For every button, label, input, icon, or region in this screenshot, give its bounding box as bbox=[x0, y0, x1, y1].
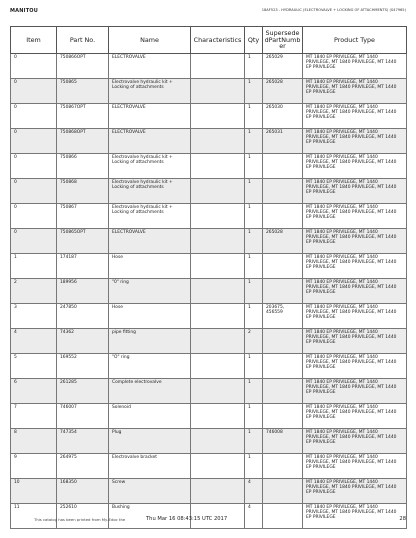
cell-qty: 1 bbox=[245, 254, 263, 279]
table-row bbox=[11, 129, 407, 154]
cell-characteristics bbox=[191, 129, 245, 154]
table-row bbox=[11, 354, 407, 379]
footer-print-date: Thu Mar 16 08:43:15 UTC 2017 bbox=[146, 516, 228, 522]
cell-product-type: MT 1840 EP PRIVILEGE, MT 1440 PRIVILEGE, MT 1840 PRIVILEGE, MT 1440 EP PRIVILEGE bbox=[303, 304, 407, 329]
cell-product-type: MT 1840 EP PRIVILEGE, MT 1440 PRIVILEGE, MT 1840 PRIVILEGE, MT 1440 EP PRIVILEGE bbox=[303, 254, 407, 279]
cell-product-type: MT 1840 EP PRIVILEGE, MT 1440 PRIVILEGE, MT 1840 PRIVILEGE, MT 1440 EP PRIVILEGE bbox=[303, 104, 407, 129]
col-header-item: Item bbox=[11, 27, 57, 54]
cell-qty: 4 bbox=[245, 479, 263, 504]
cell-name: pipe fitting bbox=[109, 329, 191, 354]
cell-product-type: MT 1840 EP PRIVILEGE, MT 1440 PRIVILEGE, MT 1840 PRIVILEGE, MT 1440 EP PRIVILEGE bbox=[303, 204, 407, 229]
cell-part-no: 261285 bbox=[57, 379, 109, 404]
cell-product-type: MT 1840 EP PRIVILEGE, MT 1440 PRIVILEGE, MT 1840 PRIVILEGE, MT 1440 EP PRIVILEGE bbox=[303, 229, 407, 254]
cell-item: 0 bbox=[11, 104, 57, 129]
cell-superseded: 265030 bbox=[263, 104, 303, 129]
cell-qty: 1 bbox=[245, 154, 263, 179]
cell-name: Electrovalve bracket bbox=[109, 454, 191, 479]
table-row bbox=[11, 329, 407, 354]
cell-item: 5 bbox=[11, 354, 57, 379]
cell-name: Hose bbox=[109, 254, 191, 279]
cell-name: ELECTROVALVE bbox=[109, 104, 191, 129]
cell-product-type: MT 1840 EP PRIVILEGE, MT 1440 PRIVILEGE, MT 1840 PRIVILEGE, MT 1440 EP PRIVILEGE bbox=[303, 479, 407, 504]
cell-superseded: 746008 bbox=[263, 429, 303, 454]
cell-item: 11 bbox=[11, 504, 57, 529]
cell-name: Plug bbox=[109, 429, 191, 454]
cell-item: 3 bbox=[11, 304, 57, 329]
cell-characteristics bbox=[191, 229, 245, 254]
cell-characteristics bbox=[191, 204, 245, 229]
table-row bbox=[11, 104, 407, 129]
cell-qty: 1 bbox=[245, 179, 263, 204]
cell-qty: 1 bbox=[245, 104, 263, 129]
cell-superseded: 265029 bbox=[263, 54, 303, 79]
cell-item: 1 bbox=[11, 254, 57, 279]
cell-qty: 1 bbox=[245, 354, 263, 379]
cell-part-no: 247850 bbox=[57, 304, 109, 329]
cell-superseded: 203675, 456559 bbox=[263, 304, 303, 329]
cell-part-no: 74362 bbox=[57, 329, 109, 354]
cell-part-no: 264975 bbox=[57, 454, 109, 479]
section-title: 18AF523 - HYDRAULIC (ELECTROVALVE + LOCKING OF ATTACHMENTS) (S47965) bbox=[261, 8, 406, 12]
cell-part-no: 189956 bbox=[57, 279, 109, 304]
table-row bbox=[11, 479, 407, 504]
cell-product-type: MT 1840 EP PRIVILEGE, MT 1440 PRIVILEGE, MT 1840 PRIVILEGE, MT 1440 EP PRIVILEGE bbox=[303, 504, 407, 529]
cell-qty: 1 bbox=[245, 454, 263, 479]
cell-item: 0 bbox=[11, 54, 57, 79]
cell-part-no: 174187 bbox=[57, 254, 109, 279]
cell-item: 9 bbox=[11, 454, 57, 479]
cell-item: 0 bbox=[11, 179, 57, 204]
cell-name: Electrovalve hydraulic kit + Locking of attachments bbox=[109, 204, 191, 229]
cell-name: "0" ring bbox=[109, 279, 191, 304]
col-header-qty: Qty bbox=[245, 27, 263, 54]
table-row bbox=[11, 404, 407, 429]
cell-name: Electrovalve hydraulic kit + Locking of attachments bbox=[109, 179, 191, 204]
cell-part-no: 747354 bbox=[57, 429, 109, 454]
cell-qty: 1 bbox=[245, 129, 263, 154]
table-header-row bbox=[11, 27, 407, 54]
cell-characteristics bbox=[191, 79, 245, 104]
cell-characteristics bbox=[191, 54, 245, 79]
cell-characteristics bbox=[191, 279, 245, 304]
cell-qty: 1 bbox=[245, 54, 263, 79]
cell-part-no: 750868OPT bbox=[57, 129, 109, 154]
cell-name: Screw bbox=[109, 479, 191, 504]
table-row bbox=[11, 304, 407, 329]
cell-name: Electrovalve hydraulic kit + Locking of attachments bbox=[109, 154, 191, 179]
cell-part-no: 750868 bbox=[57, 179, 109, 204]
table-row bbox=[11, 229, 407, 254]
table-row bbox=[11, 154, 407, 179]
page-footer bbox=[0, 516, 416, 526]
table-row bbox=[11, 454, 407, 479]
cell-qty: 1 bbox=[245, 404, 263, 429]
cell-superseded bbox=[263, 179, 303, 204]
cell-superseded bbox=[263, 379, 303, 404]
cell-qty: 1 bbox=[245, 229, 263, 254]
cell-part-no: 750865OPT bbox=[57, 229, 109, 254]
cell-product-type: MT 1840 EP PRIVILEGE, MT 1440 PRIVILEGE, MT 1840 PRIVILEGE, MT 1440 EP PRIVILEGE bbox=[303, 179, 407, 204]
cell-characteristics bbox=[191, 454, 245, 479]
cell-part-no: 169552 bbox=[57, 354, 109, 379]
col-header-name: Name bbox=[109, 27, 191, 54]
table-row bbox=[11, 379, 407, 404]
col-header-characteristics: Characteristics bbox=[191, 27, 245, 54]
table-row bbox=[11, 204, 407, 229]
cell-product-type: MT 1840 EP PRIVILEGE, MT 1440 PRIVILEGE, MT 1840 PRIVILEGE, MT 1440 EP PRIVILEGE bbox=[303, 454, 407, 479]
cell-superseded bbox=[263, 329, 303, 354]
cell-characteristics bbox=[191, 379, 245, 404]
cell-product-type: MT 1840 EP PRIVILEGE, MT 1440 PRIVILEGE, MT 1840 PRIVILEGE, MT 1440 EP PRIVILEGE bbox=[303, 79, 407, 104]
cell-superseded: 265031 bbox=[263, 129, 303, 154]
cell-characteristics bbox=[191, 479, 245, 504]
cell-superseded bbox=[263, 204, 303, 229]
cell-qty: 1 bbox=[245, 304, 263, 329]
cell-characteristics bbox=[191, 154, 245, 179]
cell-item: 0 bbox=[11, 129, 57, 154]
cell-part-no: 750865 bbox=[57, 79, 109, 104]
footer-printed-note: This catalog has been printed from My-Edoc the bbox=[34, 517, 126, 522]
cell-name: Electrovalve hydraulic kit + Locking of attachments bbox=[109, 79, 191, 104]
cell-qty: 1 bbox=[245, 429, 263, 454]
cell-product-type: MT 1840 EP PRIVILEGE, MT 1440 PRIVILEGE, MT 1840 PRIVILEGE, MT 1440 EP PRIVILEGE bbox=[303, 404, 407, 429]
cell-item: 8 bbox=[11, 429, 57, 454]
cell-part-no: 750867OPT bbox=[57, 104, 109, 129]
table-row bbox=[11, 254, 407, 279]
cell-characteristics bbox=[191, 304, 245, 329]
cell-name: Complete electrovalve bbox=[109, 379, 191, 404]
cell-part-no: 750867 bbox=[57, 204, 109, 229]
cell-name: ELECTROVALVE bbox=[109, 54, 191, 79]
cell-product-type: MT 1840 EP PRIVILEGE, MT 1440 PRIVILEGE, MT 1840 PRIVILEGE, MT 1440 EP PRIVILEGE bbox=[303, 129, 407, 154]
cell-qty: 1 bbox=[245, 379, 263, 404]
cell-product-type: MT 1840 EP PRIVILEGE, MT 1440 PRIVILEGE, MT 1840 PRIVILEGE, MT 1440 EP PRIVILEGE bbox=[303, 154, 407, 179]
cell-superseded bbox=[263, 479, 303, 504]
cell-characteristics bbox=[191, 254, 245, 279]
cell-superseded bbox=[263, 454, 303, 479]
cell-superseded bbox=[263, 154, 303, 179]
cell-name: ELECTROVALVE bbox=[109, 129, 191, 154]
cell-qty: 1 bbox=[245, 79, 263, 104]
table-row bbox=[11, 79, 407, 104]
cell-item: 0 bbox=[11, 154, 57, 179]
cell-item: 2 bbox=[11, 279, 57, 304]
cell-qty: 2 bbox=[245, 329, 263, 354]
cell-item: 7 bbox=[11, 404, 57, 429]
table-row bbox=[11, 429, 407, 454]
cell-item: 0 bbox=[11, 229, 57, 254]
cell-product-type: MT 1840 EP PRIVILEGE, MT 1440 PRIVILEGE, MT 1840 PRIVILEGE, MT 1440 EP PRIVILEGE bbox=[303, 429, 407, 454]
cell-characteristics bbox=[191, 429, 245, 454]
cell-characteristics bbox=[191, 354, 245, 379]
page-number: 28 bbox=[399, 516, 406, 522]
cell-superseded bbox=[263, 354, 303, 379]
cell-name: ELECTROVALVE bbox=[109, 229, 191, 254]
cell-part-no: 750866 bbox=[57, 154, 109, 179]
cell-superseded bbox=[263, 254, 303, 279]
table-row bbox=[11, 54, 407, 79]
cell-superseded: 265028 bbox=[263, 229, 303, 254]
cell-item: 6 bbox=[11, 379, 57, 404]
cell-product-type: MT 1840 EP PRIVILEGE, MT 1440 PRIVILEGE, MT 1840 PRIVILEGE, MT 1440 EP PRIVILEGE bbox=[303, 379, 407, 404]
cell-superseded bbox=[263, 279, 303, 304]
cell-item: 0 bbox=[11, 79, 57, 104]
table-row bbox=[11, 179, 407, 204]
cell-product-type: MT 1840 EP PRIVILEGE, MT 1440 PRIVILEGE, MT 1840 PRIVILEGE, MT 1440 EP PRIVILEGE bbox=[303, 354, 407, 379]
cell-product-type: MT 1840 EP PRIVILEGE, MT 1440 PRIVILEGE, MT 1840 PRIVILEGE, MT 1440 EP PRIVILEGE bbox=[303, 329, 407, 354]
cell-part-no: 168350 bbox=[57, 479, 109, 504]
parts-table bbox=[10, 26, 407, 529]
cell-qty: 1 bbox=[245, 204, 263, 229]
cell-qty: 1 bbox=[245, 279, 263, 304]
cell-part-no: 746007 bbox=[57, 404, 109, 429]
cell-name: "O" ring bbox=[109, 354, 191, 379]
cell-characteristics bbox=[191, 104, 245, 129]
cell-characteristics bbox=[191, 329, 245, 354]
col-header-part-no: Part No. bbox=[57, 27, 109, 54]
col-header-product-type: Product Type bbox=[303, 27, 407, 54]
cell-characteristics bbox=[191, 179, 245, 204]
cell-product-type: MT 1840 EP PRIVILEGE, MT 1440 PRIVILEGE, MT 1840 PRIVILEGE, MT 1440 EP PRIVILEGE bbox=[303, 54, 407, 79]
cell-characteristics bbox=[191, 404, 245, 429]
col-header-superseded: SupersededPartNumber bbox=[263, 27, 303, 54]
cell-superseded: 265028 bbox=[263, 79, 303, 104]
cell-part-no: 252610 bbox=[57, 504, 109, 529]
cell-name: Solenoid bbox=[109, 404, 191, 429]
cell-name: Hose bbox=[109, 304, 191, 329]
table-row bbox=[11, 279, 407, 304]
cell-superseded bbox=[263, 404, 303, 429]
cell-product-type: MT 1840 EP PRIVILEGE, MT 1440 PRIVILEGE, MT 1840 PRIVILEGE, MT 1440 EP PRIVILEGE bbox=[303, 279, 407, 304]
cell-part-no: 750866OPT bbox=[57, 54, 109, 79]
cell-item: 0 bbox=[11, 204, 57, 229]
cell-item: 4 bbox=[11, 329, 57, 354]
cell-qty: 4 bbox=[245, 504, 263, 529]
cell-name: Bushing bbox=[109, 504, 191, 529]
cell-item: 10 bbox=[11, 479, 57, 504]
table-body bbox=[11, 54, 407, 529]
brand-label: MANITOU bbox=[10, 8, 39, 14]
